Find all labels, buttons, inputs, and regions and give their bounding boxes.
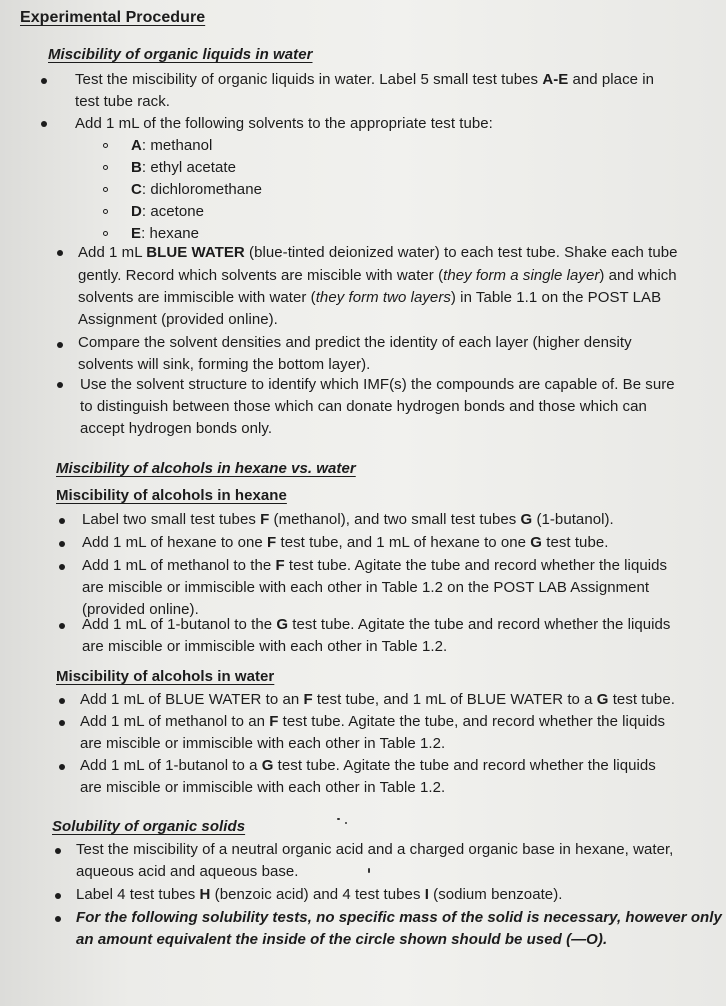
list-item-line: are miscible or immiscible with each other in Table 1.2 on the POST LAB Assignment [82, 579, 650, 596]
list-item-line: to distinguish between those which can donate hydrogen bonds and those which can [80, 398, 647, 415]
list-item-line: solvents are immiscible with water (they form two layers) in Table 1.1 on the POST LAB [78, 289, 662, 306]
speck [345, 822, 347, 824]
list-item-line: solvents will sink, forming the bottom layer). [78, 356, 371, 373]
solvent-item: C: dichloromethane [131, 181, 262, 198]
bullet [57, 342, 63, 348]
list-item-line: Label two small test tubes F (methanol), and two small test tubes G (1-butanol). [82, 511, 614, 528]
bullet [59, 518, 65, 524]
list-item-line: gently. Record which solvents are miscible with water (they form a single layer) and which [78, 267, 677, 284]
bullet [59, 541, 65, 547]
list-item-line: Compare the solvent densities and predict the identity of each layer (higher density [78, 334, 632, 351]
bullet [57, 382, 63, 388]
list-item-line: Add 1 mL of methanol to an F test tube. Agitate the tube, and record whether the liquids [80, 713, 666, 730]
solvent-item: B: ethyl acetate [131, 159, 237, 176]
section-heading-alcohols: Miscibility of alcohols in hexane vs. water [56, 460, 356, 477]
speck [368, 868, 370, 873]
list-item-line: an amount equivalent the inside of the circle shown should be used (—O). [76, 931, 608, 948]
bullet [59, 764, 65, 770]
bullet [57, 250, 63, 256]
section-heading-liquids: Miscibility of organic liquids in water [48, 46, 313, 63]
list-item-line: Add 1 mL of methanol to the F test tube. Agitate the tube and record whether the liquids [82, 557, 668, 574]
bullet [59, 623, 65, 629]
bullet [41, 121, 47, 127]
solvent-item: A: methanol [131, 137, 213, 154]
list-item-line: Label 4 test tubes H (benzoic acid) and 4 test tubes I (sodium benzoate). [76, 886, 563, 903]
list-item-line: are miscible or immiscible with each other in Table 1.2. [80, 735, 446, 752]
list-item-line: Assignment (provided online). [78, 311, 278, 328]
list-item-line: accept hydrogen bonds only. [80, 420, 273, 437]
section-heading-solids: Solubility of organic solids [52, 818, 246, 835]
list-item-line: Add 1 mL of 1-butanol to a G test tube. Agitate the tube and record whether the liquids [80, 757, 656, 774]
speck [337, 818, 340, 820]
bullet [59, 720, 65, 726]
solvent-item: E: hexane [131, 225, 200, 242]
bullet [59, 564, 65, 570]
list-item-line: Add 1 mL of 1-butanol to the G test tube. Agitate the tube and record whether the liquids [82, 616, 671, 633]
list-item-line: are miscible or immiscible with each other in Table 1.2. [80, 779, 446, 796]
sub-bullet [103, 165, 108, 170]
solvent-item: D: acetone [131, 203, 205, 220]
list-item-line: Add 1 mL BLUE WATER (blue-tinted deionized water) to each test tube. Shake each tube [78, 244, 678, 261]
list-item-line: test tube rack. [75, 93, 170, 110]
list-item-line: Use the solvent structure to identify which IMF(s) the compounds are capable of. Be sure [80, 376, 675, 393]
page-title: Experimental Procedure [20, 9, 206, 26]
bullet [55, 848, 61, 854]
bullet [41, 78, 47, 84]
sub-bullet [103, 209, 108, 214]
list-item-line: aqueous acid and aqueous base. [76, 863, 299, 880]
bullet [59, 698, 65, 704]
sub-bullet [103, 143, 108, 148]
subsection-heading-hexane: Miscibility of alcohols in hexane [56, 487, 287, 504]
list-item-line: Add 1 mL of the following solvents to the appropriate test tube: [75, 115, 493, 132]
list-item-line: Test the miscibility of organic liquids in water. Label 5 small test tubes A-E and place in [75, 71, 655, 88]
list-item-line: Add 1 mL of BLUE WATER to an F test tube, and 1 mL of BLUE WATER to a G test tube. [80, 691, 675, 708]
sub-bullet [103, 187, 108, 192]
sub-bullet [103, 231, 108, 236]
subsection-heading-water: Miscibility of alcohols in water [56, 668, 275, 685]
list-item-line: For the following solubility tests, no specific mass of the solid is necessary, however only [76, 909, 722, 926]
list-item-line: Add 1 mL of hexane to one F test tube, and 1 mL of hexane to one G test tube. [82, 534, 609, 551]
list-item-line: Test the miscibility of a neutral organic acid and a charged organic base in hexane, water, [76, 841, 674, 858]
list-item-line: (provided online). [82, 601, 199, 618]
list-item-line: are miscible or immiscible with each other in Table 1.2. [82, 638, 448, 655]
bullet [55, 893, 61, 899]
bullet [55, 916, 61, 922]
